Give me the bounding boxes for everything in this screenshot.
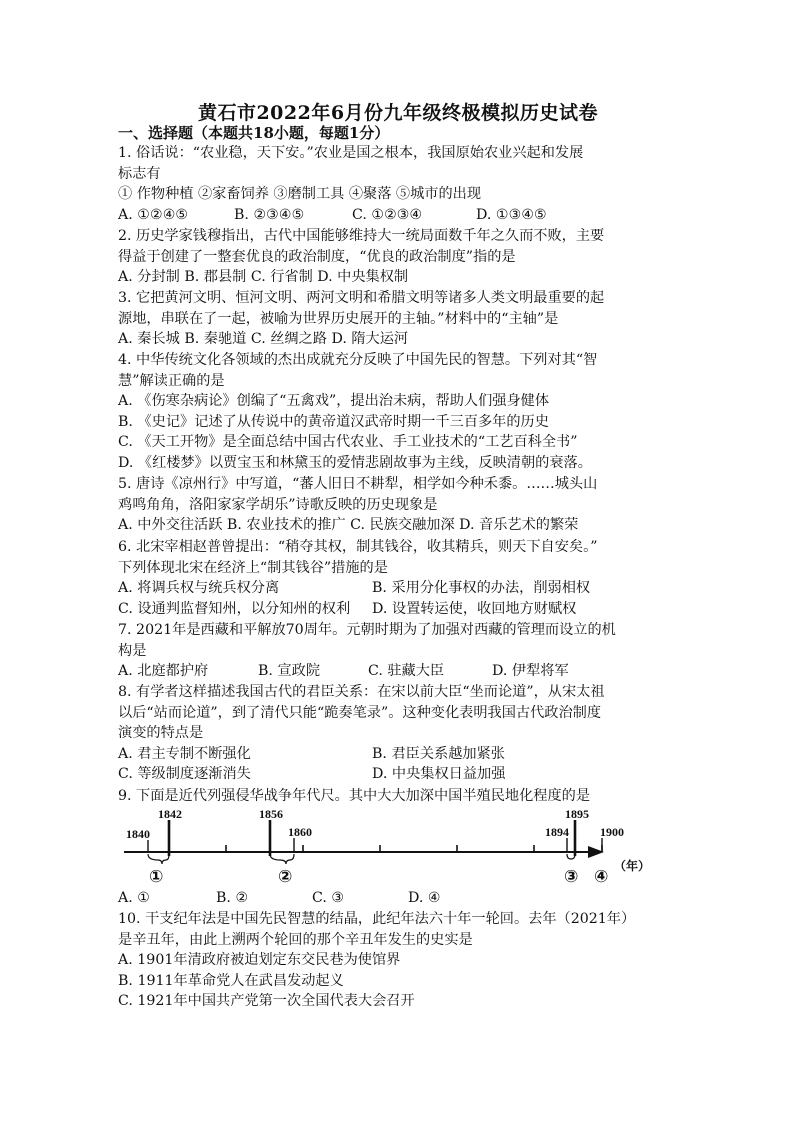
question-2 bbox=[118, 226, 678, 288]
year-label-1894: 1894 bbox=[545, 825, 569, 839]
q9-option-c: C. ③ bbox=[312, 890, 345, 906]
q7-option-b: B. 宣政院 bbox=[258, 663, 321, 680]
question-1 bbox=[118, 143, 678, 225]
q1-items: ① 作物种植 ②家畜饲养 ③磨制工具 ④聚落 ⑤城市的出现 bbox=[118, 186, 482, 203]
q10-option-c: C. 1921年中国共产党第一次全国代表大会召开 bbox=[118, 993, 415, 1010]
q9-option-a: A. ① bbox=[118, 890, 150, 906]
q9-option-b: B. ② bbox=[216, 890, 249, 906]
year-label-1895: 1895 bbox=[565, 808, 589, 821]
q8-stem-line-1: 8. 有学者这样描述我国古代的君臣关系：在宋以前大臣“坐而论道”，从宋太祖 bbox=[118, 684, 605, 700]
marker-1: ① bbox=[149, 867, 164, 887]
year-label-1900: 1900 bbox=[600, 825, 624, 839]
q8-stem-line-3: 演变的特点是 bbox=[118, 725, 204, 742]
q2-options: A. 分封制 B. 郡县制 C. 行省制 D. 中央集权制 bbox=[118, 269, 409, 286]
bracket-1856-1860 bbox=[270, 854, 294, 864]
q7-option-a: A. 北庭都护府 bbox=[118, 663, 209, 680]
year-label-1856: 1856 bbox=[259, 808, 283, 821]
q6-option-b: B. 采用分化事权的办法，削弱相权 bbox=[372, 580, 591, 597]
question-9-options bbox=[118, 888, 678, 909]
q6-stem-line-1: 6. 北宋宰相赵普曾提出：“稍夺其权，制其钱谷，收其精兵，则天下自安矣。” bbox=[118, 539, 598, 555]
question-4 bbox=[118, 350, 678, 474]
q1-stem-line-2: 标志有 bbox=[118, 165, 161, 182]
q2-stem-line-1: 2. 历史学家钱穆指出，古代中国能够维持大一统局面数千年之久而不败，主要 bbox=[118, 228, 605, 244]
timeline-unit: （年） bbox=[614, 859, 651, 873]
q2-stem-line-2: 得益于创建了一整套优良的政治制度，“优良的政治制度”指的是 bbox=[118, 248, 516, 265]
q10-stem-line-1: 10. 干支纪年法是中国先民智慧的结晶，此纪年法六十年一轮回。去年（2021年） bbox=[118, 911, 636, 927]
q1-option-c: C. ①②③④ bbox=[352, 206, 423, 223]
year-label-1842: 1842 bbox=[158, 808, 182, 821]
q4-option-a: A. 《伤寒杂病论》创编了“五禽戏”，提出治未病，帮助人们强身健体 bbox=[118, 393, 550, 410]
marker-3: ③ bbox=[564, 867, 579, 887]
year-label-1860: 1860 bbox=[288, 825, 312, 839]
q1-option-b: B. ②③④⑤ bbox=[234, 206, 305, 223]
q7-stem-line-1: 7. 2021年是西藏和平解放70周年。元朝时期为了加强对西藏的管理而设立的机 bbox=[118, 622, 616, 638]
q7-option-d: D. 伊犁将军 bbox=[492, 663, 569, 680]
q8-option-b: B. 君臣关系越加紧张 bbox=[372, 745, 505, 762]
q10-option-b: B. 1911年革命党人在武昌发动起义 bbox=[118, 972, 344, 989]
q1-option-a: A. ①②④⑤ bbox=[118, 206, 189, 223]
q5-options: A. 中外交往活跃 B. 农业技术的推广 C. 民族交融加深 D. 音乐艺术的繁荣 bbox=[118, 517, 579, 534]
question-7 bbox=[118, 620, 678, 682]
question-6 bbox=[118, 537, 678, 619]
question-10 bbox=[118, 909, 678, 1012]
q3-stem-line-1: 3. 它把黄河文明、恒河文明、两河文明和希腊文明等诸多人类文明最重要的起 bbox=[118, 290, 605, 306]
bracket-1840-1842 bbox=[148, 854, 169, 864]
q5-stem-line-1: 5. 唐诗《凉州行》中写道，“蕃人旧日不耕犁，相学如今种禾黍。……城头山 bbox=[118, 476, 598, 492]
q4-stem-line-1: 4. 中华传统文化各领域的杰出成就充分反映了中国先民的智慧。下列对其“智 bbox=[118, 352, 598, 368]
q6-option-d: D. 设置转运使，收回地方财赋权 bbox=[372, 600, 577, 617]
q5-stem-line-2: 鸡鸣角角，洛阳家家学胡乐”诗歌反映的历史现象是 bbox=[118, 496, 438, 513]
q9-option-d: D. ④ bbox=[408, 890, 441, 906]
q10-option-a: A. 1901年清政府被迫划定东交民巷为使馆界 bbox=[118, 952, 401, 969]
question-8 bbox=[118, 682, 678, 785]
year-label-1840: 1840 bbox=[126, 827, 150, 841]
question-9 bbox=[118, 786, 678, 807]
q4-option-b: B. 《史记》记述了从传说中的黄帝道汉武帝时期一千三百多年的历史 bbox=[118, 413, 549, 430]
q10-stem-line-2: 是辛丑年，由此上溯两个轮回的那个辛丑年发生的史实是 bbox=[118, 931, 473, 948]
q1-stem-line-1: 1. 俗话说：“农业稳，天下安。”农业是国之根本，我国原始农业兴起和发展 bbox=[118, 145, 584, 161]
q7-stem-line-2: 构是 bbox=[118, 642, 147, 659]
q6-option-c: C. 设通判监督知州，以分知州的权利 bbox=[118, 600, 351, 617]
q4-option-d: D. 《红楼梦》以贾宝玉和林黛玉的爱情悲剧故事为主线，反映清朝的衰落。 bbox=[118, 454, 592, 471]
marker-2: ② bbox=[278, 867, 293, 887]
q8-option-c: C. 等级制度逐渐消失 bbox=[118, 766, 251, 783]
question-3 bbox=[118, 288, 678, 350]
section-heading: 一、选择题（本题共18小题，每题1分） bbox=[118, 124, 390, 142]
marker-4: ④ bbox=[594, 867, 609, 887]
q8-option-d: D. 中央集权日益加强 bbox=[372, 766, 506, 783]
q8-option-a: A. 君主专制不断强化 bbox=[118, 745, 251, 762]
q8-stem-line-2: 以后“站而论道”，到了清代只能“跪奏笔录”。这种变化表明我国古代政治制度 bbox=[118, 704, 602, 721]
page-title: 黄石市2022年6月份九年级终极模拟历史试卷 bbox=[197, 102, 599, 124]
q1-option-d: D. ①③④⑤ bbox=[476, 206, 547, 223]
q4-option-c: C. 《天工开物》是全面总结中国古代农业、手工业技术的“工艺百科全书” bbox=[118, 434, 578, 451]
war-timeline bbox=[118, 808, 698, 888]
q3-options: A. 秦长城 B. 秦驰道 C. 丝绸之路 D. 隋大运河 bbox=[118, 331, 409, 348]
q6-option-a: A. 将调兵权与统兵权分离 bbox=[118, 580, 280, 597]
q3-stem-line-2: 源地，串联在了一起，被喻为世界历史展开的主轴。”材料中的“主轴”是 bbox=[118, 310, 559, 327]
q6-stem-line-2: 下列体现北宋在经济上“制其钱谷”措施的是 bbox=[118, 559, 388, 576]
q7-option-c: C. 驻藏大臣 bbox=[368, 663, 445, 680]
q4-stem-line-2: 慧”解读正确的是 bbox=[118, 372, 225, 389]
question-5 bbox=[118, 474, 678, 536]
q9-stem: 9. 下面是近代列强侵华战争年代尺。其中大大加深中国半殖民地化程度的是 bbox=[118, 788, 591, 804]
